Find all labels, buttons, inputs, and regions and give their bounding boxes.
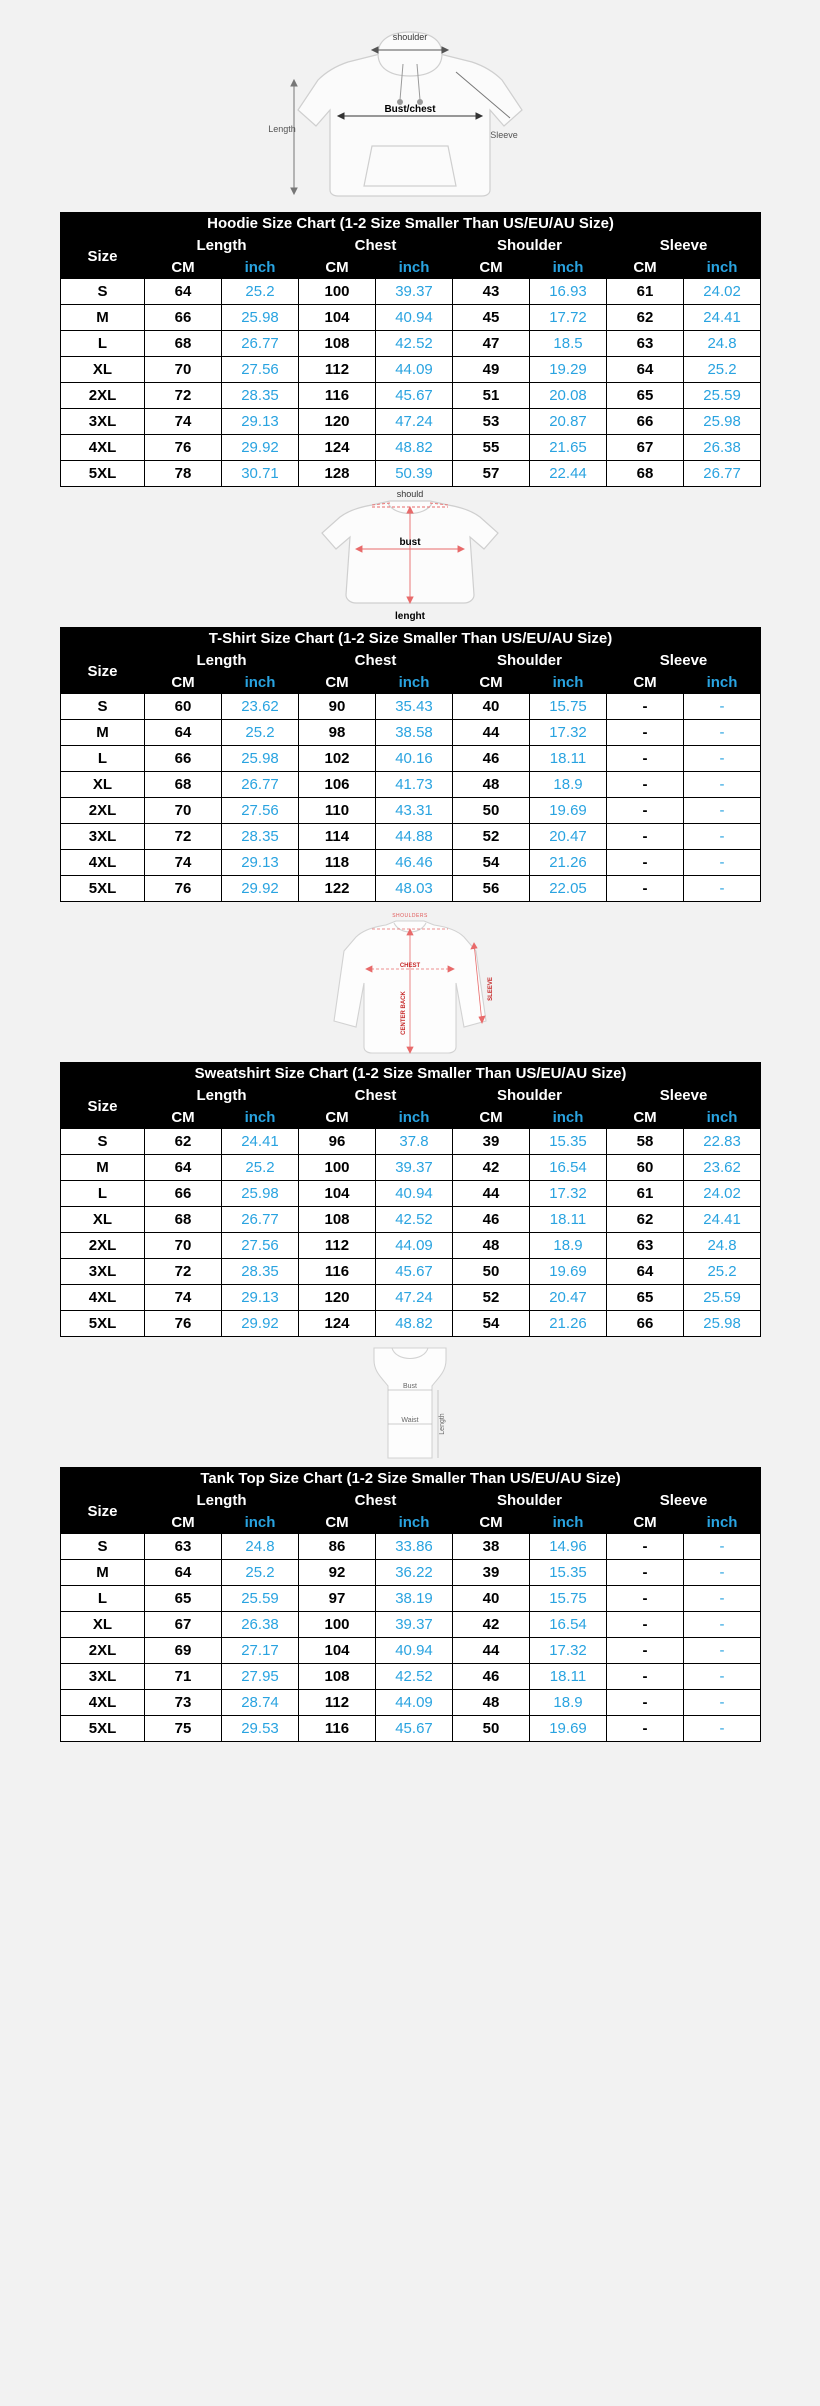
table-row: L 68 26.77 108 42.52 47 18.5 63 24.8 [61, 331, 761, 357]
unit-inch: inch [530, 672, 607, 694]
table-row: S 64 25.2 100 39.37 43 16.93 61 24.02 [61, 279, 761, 305]
sweatshirt-centerback-label: CENTER BACK [401, 991, 407, 1035]
unit-inch: inch [684, 672, 761, 694]
tshirt-diagram [0, 487, 820, 627]
tanktop-length-label: Length [439, 1413, 446, 1435]
table-row: 2XL 69 27.17 104 40.94 44 17.32 - - [61, 1638, 761, 1664]
col-shoulder: Shoulder [453, 1490, 607, 1512]
unit-cm: CM [145, 1107, 222, 1129]
tshirt-bust-label: bust [399, 537, 421, 548]
table-row: 3XL 72 28.35 114 44.88 52 20.47 - - [61, 824, 761, 850]
chart-title: T-Shirt Size Chart (1-2 Size Smaller Than US/EU/AU Size) [61, 628, 761, 650]
table-row: M 64 25.2 100 39.37 42 16.54 60 23.62 [61, 1155, 761, 1181]
sweatshirt-size-chart [60, 1062, 760, 1337]
unit-inch: inch [376, 672, 453, 694]
unit-inch: inch [530, 257, 607, 279]
unit-cm: CM [299, 257, 376, 279]
sweatshirt-diagram [0, 902, 820, 1062]
hoodie-bust-label: Bust/chest [384, 104, 436, 115]
col-sleeve: Sleeve [607, 650, 761, 672]
sweatshirt-shoulders-label: SHOULDERS [392, 913, 428, 919]
unit-inch: inch [684, 257, 761, 279]
col-shoulder: Shoulder [453, 1085, 607, 1107]
unit-inch: inch [222, 257, 299, 279]
chart-title: Sweatshirt Size Chart (1-2 Size Smaller Than US/EU/AU Size) [61, 1063, 761, 1085]
table-row: L 66 25.98 102 40.16 46 18.11 - - [61, 746, 761, 772]
unit-inch: inch [222, 1512, 299, 1534]
tanktop-diagram [0, 1337, 820, 1467]
unit-inch: inch [530, 1107, 607, 1129]
unit-cm: CM [453, 672, 530, 694]
unit-inch: inch [530, 1512, 607, 1534]
table-row: 4XL 74 29.13 120 47.24 52 20.47 65 25.59 [61, 1285, 761, 1311]
col-length: Length [145, 650, 299, 672]
table-row: S 62 24.41 96 37.8 39 15.35 58 22.83 [61, 1129, 761, 1155]
col-chest: Chest [299, 1085, 453, 1107]
unit-inch: inch [376, 1512, 453, 1534]
unit-inch: inch [684, 1512, 761, 1534]
table-row: 3XL 72 28.35 116 45.67 50 19.69 64 25.2 [61, 1259, 761, 1285]
col-shoulder: Shoulder [453, 235, 607, 257]
table-row: M 66 25.98 104 40.94 45 17.72 62 24.41 [61, 305, 761, 331]
table-row: L 66 25.98 104 40.94 44 17.32 61 24.02 [61, 1181, 761, 1207]
hoodie-length-label: Length [268, 124, 296, 134]
hoodie-sleeve-label: Sleeve [490, 130, 518, 140]
table-row: XL 70 27.56 112 44.09 49 19.29 64 25.2 [61, 357, 761, 383]
table-row: 2XL 70 27.56 110 43.31 50 19.69 - - [61, 798, 761, 824]
col-size: Size [61, 650, 145, 694]
unit-cm: CM [145, 1512, 222, 1534]
tanktop-waist-label: Waist [401, 1417, 419, 1424]
col-sleeve: Sleeve [607, 1085, 761, 1107]
tanktop-size-chart [60, 1467, 760, 1742]
table-row: L 65 25.59 97 38.19 40 15.75 - - [61, 1586, 761, 1612]
col-size: Size [61, 1085, 145, 1129]
table-row: 2XL 70 27.56 112 44.09 48 18.9 63 24.8 [61, 1233, 761, 1259]
chart-title: Tank Top Size Chart (1-2 Size Smaller Than US/EU/AU Size) [61, 1468, 761, 1490]
size-table [60, 1467, 761, 1742]
tshirt-size-chart [60, 627, 760, 902]
table-row: 5XL 76 29.92 122 48.03 56 22.05 - - [61, 876, 761, 902]
table-row: S 63 24.8 86 33.86 38 14.96 - - [61, 1534, 761, 1560]
size-table [60, 1062, 761, 1337]
unit-cm: CM [453, 1512, 530, 1534]
col-chest: Chest [299, 235, 453, 257]
unit-cm: CM [607, 1512, 684, 1534]
table-row: 5XL 75 29.53 116 45.67 50 19.69 - - [61, 1716, 761, 1742]
col-size: Size [61, 235, 145, 279]
table-row: 4XL 74 29.13 118 46.46 54 21.26 - - [61, 850, 761, 876]
size-table [60, 627, 761, 902]
table-row: XL 68 26.77 108 42.52 46 18.11 62 24.41 [61, 1207, 761, 1233]
table-row: 3XL 74 29.13 120 47.24 53 20.87 66 25.98 [61, 409, 761, 435]
col-sleeve: Sleeve [607, 235, 761, 257]
unit-cm: CM [299, 1107, 376, 1129]
table-row: 5XL 78 30.71 128 50.39 57 22.44 68 26.77 [61, 461, 761, 487]
col-chest: Chest [299, 1490, 453, 1512]
col-chest: Chest [299, 650, 453, 672]
unit-cm: CM [145, 672, 222, 694]
unit-inch: inch [376, 257, 453, 279]
hoodie-size-chart [60, 212, 760, 487]
unit-cm: CM [607, 1107, 684, 1129]
table-row: XL 67 26.38 100 39.37 42 16.54 - - [61, 1612, 761, 1638]
unit-cm: CM [453, 257, 530, 279]
size-table [60, 212, 761, 487]
unit-inch: inch [376, 1107, 453, 1129]
col-length: Length [145, 1490, 299, 1512]
table-row: XL 68 26.77 106 41.73 48 18.9 - - [61, 772, 761, 798]
unit-cm: CM [299, 672, 376, 694]
hoodie-diagram [0, 12, 820, 212]
table-row: S 60 23.62 90 35.43 40 15.75 - - [61, 694, 761, 720]
col-shoulder: Shoulder [453, 650, 607, 672]
tanktop-bust-label: Bust [402, 1383, 418, 1390]
sweatshirt-sleeve-label: SLEEVE [488, 977, 494, 1001]
tshirt-length-label: lenght [395, 611, 425, 622]
table-row: 4XL 73 28.74 112 44.09 48 18.9 - - [61, 1690, 761, 1716]
sweatshirt-chest-label: CHEST [399, 963, 421, 969]
table-row: M 64 25.2 98 38.58 44 17.32 - - [61, 720, 761, 746]
unit-cm: CM [607, 672, 684, 694]
unit-inch: inch [684, 1107, 761, 1129]
table-row: 2XL 72 28.35 116 45.67 51 20.08 65 25.59 [61, 383, 761, 409]
unit-cm: CM [453, 1107, 530, 1129]
unit-inch: inch [222, 1107, 299, 1129]
col-length: Length [145, 235, 299, 257]
unit-cm: CM [145, 257, 222, 279]
table-row: 4XL 76 29.92 124 48.82 55 21.65 67 26.38 [61, 435, 761, 461]
hoodie-shoulder-label: shoulder [392, 32, 428, 42]
table-row: 3XL 71 27.95 108 42.52 46 18.11 - - [61, 1664, 761, 1690]
chart-title: Hoodie Size Chart (1-2 Size Smaller Than US/EU/AU Size) [61, 213, 761, 235]
col-size: Size [61, 1490, 145, 1534]
table-row: 5XL 76 29.92 124 48.82 54 21.26 66 25.98 [61, 1311, 761, 1337]
unit-cm: CM [607, 257, 684, 279]
tshirt-shoulder-label: should [396, 489, 424, 499]
table-row: M 64 25.2 92 36.22 39 15.35 - - [61, 1560, 761, 1586]
col-sleeve: Sleeve [607, 1490, 761, 1512]
unit-inch: inch [222, 672, 299, 694]
unit-cm: CM [299, 1512, 376, 1534]
col-length: Length [145, 1085, 299, 1107]
